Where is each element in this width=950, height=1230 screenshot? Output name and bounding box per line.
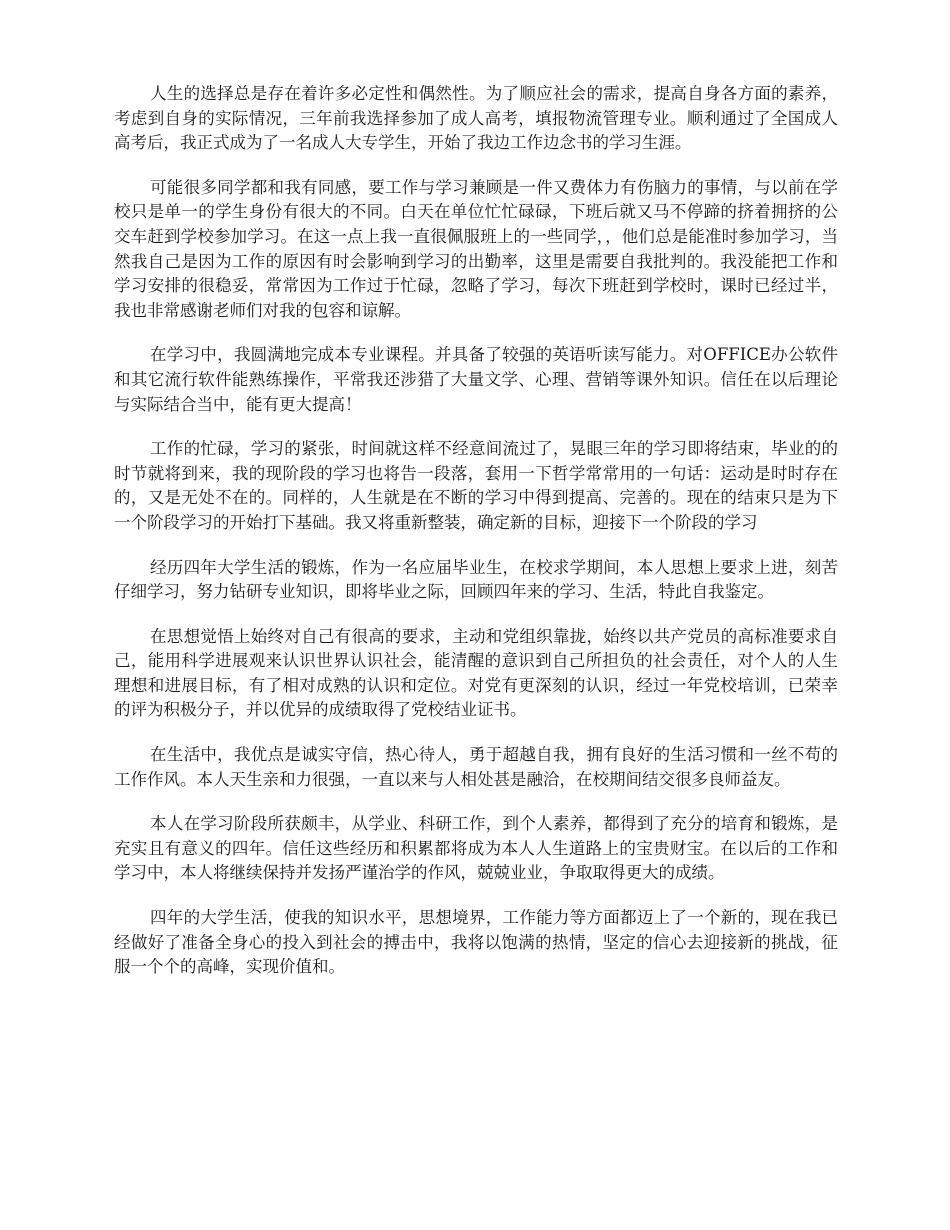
paragraph-7: 在生活中，我优点是诚实守信，热心待人，勇于超越自我，拥有良好的生活习惯和一丝不苟的工作作风。本人天生亲和力很强，一直以来与人相处甚是融洽，在校期间结交很多良师益友。 <box>114 745 838 789</box>
document-body <box>114 82 838 1000</box>
paragraph-5: 经历四年大学生活的锻炼，作为一名应届毕业生，在校求学期间，本人思想上要求上进，刻苦仔细学习，努力钻研专业知识，即将毕业之际，回顾四年来的学习、生活，特此自我鉴定。 <box>114 557 838 602</box>
paragraph-1: 人生的选择总是存在着许多必定性和偶然性。为了顺应社会的需求，提高自身各方面的素养，考虑到自身的实际情况，三年前我选择参加了成人高考，填报物流管理专业。顺利通过了全国成人高考后，我正式成为了一名成人大专学生，开始了我边工作边念书的学习生涯。 <box>114 84 838 153</box>
paragraph-2: 可能很多同学都和我有同感，要工作与学习兼顾是一件又费体力有伤脑力的事情，与以前在学校只是单一的学生身份有很大的不同。白天在单位忙忙碌碌，下班后就又马不停蹄的挤着拥挤的公交车赶到学校参加学习。在这一点上我一直很佩服班上的一些同学，，他们总是能准时参加学习，当然我自己是因为工作的原因有时会影响到学习的出勤率，这里是需要自我批判的。我没能把工作和学习安排的很稳妥，常常因为工作过于忙碌，忽略了学习，每次下班赶到学校时，课时已经过半，我也非常感谢老师们对我的包容和谅解。 <box>114 177 838 320</box>
paragraph-3: 在学习中，我圆满地完成本专业课程。并具备了较强的英语听读写能力。对OFFICE办公软件和其它流行软件能熟练操作，平常我还涉猎了大量文学、心理、营销等课外知识。信任在以后理论与实际结合当中，能有更大提高！ <box>114 345 838 414</box>
paragraph-8: 本人在学习阶段所获颇丰，从学业、科研工作，到个人素养，都得到了充分的培育和锻炼，是充实且有意义的四年。信任这些经历和积累都将成为本人人生道路上的宝贵财宝。在以后的工作和学习中，本人将继续保持并发扬严谨治学的作风，兢兢业业，争取取得更大的成绩。 <box>114 814 838 883</box>
paragraph-9: 四年的大学生活，使我的知识水平，思想境界，工作能力等方面都迈上了一个新的，现在我已经做好了准备全身心的投入到社会的搏击中，我将以饱满的热情，坚定的信心去迎接新的挑战，征服一个个的高峰，实现价值和。 <box>114 908 838 977</box>
paragraph-6: 在思想觉悟上始终对自己有很高的要求，主动和党组织靠拢，始终以共产党员的高标准要求自己，能用科学进展观来认识世界认识社会，能清醒的意识到自己所担负的社会责任，对个人的人生理想和进展目标，有了相对成熟的认识和定位。对党有更深刻的认识，经过一年党校培训，已荣幸的评为积极分子，并以优异的成绩取得了党校结业证书。 <box>114 626 838 720</box>
paragraph-4: 工作的忙碌，学习的紧张，时间就这样不经意间流过了，晃眼三年的学习即将结束，毕业的的时节就将到来，我的现阶段的学习也将告一段落，套用一下哲学常常用的一句话：运动是时时存在的，又是无处不在的。同样的，人生就是在不断的学习中得到提高、完善的。现在的结束只是为下一个阶段学习的开始打下基础。我又将重新整装，确定新的目标，迎接下一个阶段的学习 <box>114 439 838 532</box>
